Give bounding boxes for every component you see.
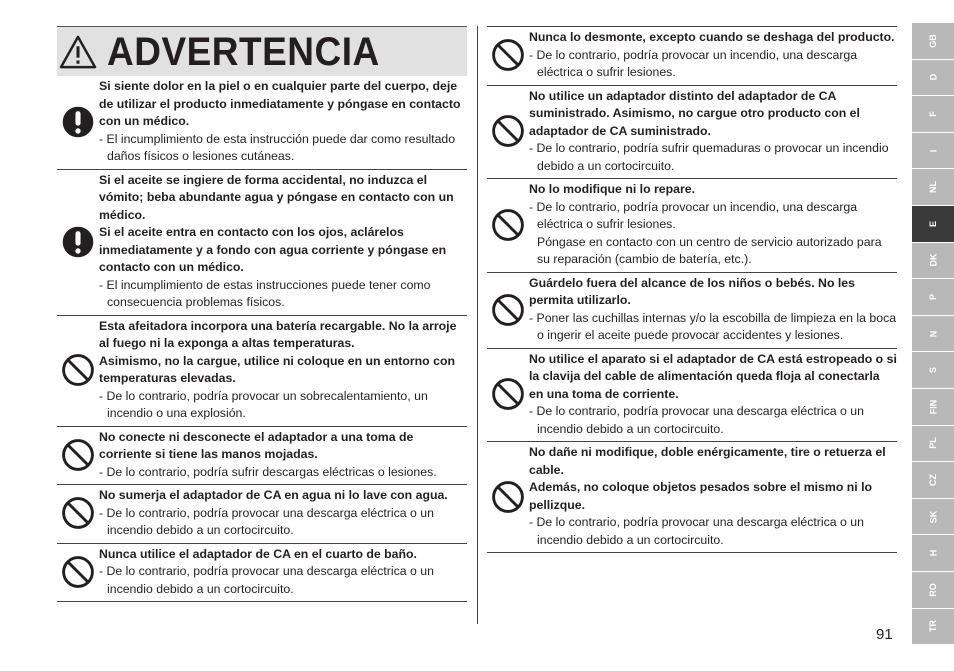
- warning-statement: No sumerja el adaptador de CA en agua ni lo lave con agua.: [99, 488, 448, 502]
- warning-statement: Además, no coloque objetos pesados sobre el mismo ni lo pellizque.: [529, 480, 873, 512]
- warning-triangle-icon: [59, 35, 97, 69]
- language-tab-bar: [912, 23, 954, 645]
- warning-item: [57, 76, 467, 170]
- language-tab-label: I: [927, 149, 938, 152]
- warning-statement: Si el aceite se ingiere de forma accidental, no induzca el vómito; beba abundante agua y póngase en contacto con un médico.: [99, 172, 454, 222]
- warning-consequence: - De lo contrario, podría provocar un incendio, una descarga eléctrica o sufrir lesiones.: [529, 47, 858, 79]
- warning-header: [57, 26, 467, 76]
- warning-item: [487, 179, 897, 273]
- language-tab-gb[interactable]: [912, 23, 954, 60]
- warning-item: [57, 485, 467, 544]
- warning-text: [529, 444, 897, 549]
- language-tab-label: N: [928, 330, 938, 337]
- right-warning-list: [487, 26, 897, 553]
- prohibition-icon: [487, 351, 529, 439]
- warning-consequence: Póngase en contacto con un centro de servicio autorizado para su reparación (cambio de batería, etc.).: [537, 234, 882, 266]
- language-tab-tr[interactable]: [912, 609, 954, 646]
- prohibition-icon: [487, 88, 529, 176]
- warning-item: [57, 427, 467, 486]
- language-tab-e[interactable]: [912, 206, 954, 243]
- prohibition-icon: [57, 487, 99, 540]
- language-tab-s[interactable]: [912, 352, 954, 389]
- left-warning-list: [57, 76, 467, 602]
- language-tab-label: PL: [927, 437, 938, 450]
- warning-statement: Si siente dolor en la piel o en cualquier parte del cuerpo, deje de utilizar el producto inmediatamente y póngase en contacto con un médico.: [99, 79, 461, 128]
- language-tab-nl[interactable]: [912, 169, 954, 206]
- page-number: 91: [876, 626, 893, 643]
- language-tab-label: TR: [928, 620, 938, 633]
- warning-consequence: - Poner las cuchillas internas y/o la escobilla de limpieza en la boca o ingerir el aceite puede provocar accidentes y lesiones.: [529, 310, 897, 342]
- warning-statement: Guárdelo fuera del alcance de los niños o bebés. No les permita utilizarlo.: [529, 275, 855, 307]
- prohibition-icon: [57, 546, 99, 599]
- language-tab-p[interactable]: [912, 279, 954, 316]
- warning-consequence: - De lo contrario, podría provocar una descarga eléctrica o un incendio debido a un cortocircuito.: [99, 505, 434, 537]
- warning-statement: Asimismo, no la cargue, utilice ni coloque en un entorno con temperaturas elevadas.: [99, 353, 455, 385]
- warning-consequence: - De lo contrario, podría sufrir quemaduras o provocar un incendio debido a un cortocircuito.: [529, 141, 889, 173]
- warning-statement: No utilice un adaptador distinto del adaptador de CA suministrado. Asimismo, no cargue otro producto con el adaptador de CA suministrado.: [529, 88, 860, 138]
- language-tab-label: NL: [928, 181, 938, 194]
- warning-text: [529, 88, 897, 176]
- language-tab-label: D: [928, 74, 938, 81]
- language-tab-label: E: [927, 220, 938, 227]
- warning-consequence: - De lo contrario, podría provocar una descarga eléctrica o un incendio debido a un cortocircuito.: [529, 404, 864, 436]
- warning-consequence: - De lo contrario, podría provocar un incendio, una descarga eléctrica o sufrir lesiones.: [529, 199, 858, 231]
- exclamation-icon: [57, 172, 99, 312]
- language-tab-n[interactable]: [912, 316, 954, 353]
- language-tab-pl[interactable]: [912, 426, 954, 463]
- warning-text: [99, 78, 467, 166]
- warning-item: [57, 316, 467, 427]
- prohibition-icon: [487, 275, 529, 345]
- warning-consequence: - De lo contrario, podría provocar un sobrecalentamiento, un incendio o una explosión.: [99, 388, 428, 420]
- language-tab-label: SK: [927, 510, 938, 523]
- prohibition-icon: [487, 29, 529, 82]
- exclamation-icon: [57, 78, 99, 166]
- language-tab-label: S: [927, 367, 938, 374]
- language-tab-cz[interactable]: [912, 462, 954, 499]
- warning-statement: No dañe ni modifique, doble enérgicamente, tire o retuerza el cable.: [529, 445, 886, 477]
- warning-consequence: - De lo contrario, podría provocar una descarga eléctrica o un incendio debido a un cortocircuito.: [99, 564, 434, 596]
- language-tab-label: GB: [928, 34, 938, 48]
- language-tab-sk[interactable]: [912, 499, 954, 536]
- warning-statement: Nunca utilice el adaptador de CA en el cuarto de baño.: [99, 546, 417, 561]
- warning-item: [487, 86, 897, 180]
- warning-text: [99, 546, 467, 599]
- prohibition-icon: [57, 318, 99, 423]
- page-title: ADVERTENCIA: [107, 28, 380, 74]
- prohibition-icon: [487, 181, 529, 269]
- column-divider: [477, 26, 478, 624]
- warning-consequence: - El incumplimiento de estas instrucciones puede tener como consecuencia problemas físicos.: [99, 277, 431, 309]
- language-tab-h[interactable]: [912, 535, 954, 572]
- warning-text: [99, 429, 467, 482]
- warning-text: [529, 181, 897, 269]
- language-tab-fin[interactable]: [912, 389, 954, 426]
- warning-item: [57, 544, 467, 603]
- language-tab-f[interactable]: [912, 96, 954, 133]
- warning-statement: No lo modifique ni lo repare.: [529, 182, 696, 196]
- language-tab-i[interactable]: [912, 133, 954, 170]
- warning-statement: Nunca lo desmonte, excepto cuando se deshaga del producto.: [529, 30, 895, 44]
- language-tab-label: H: [928, 549, 938, 557]
- warning-text: [529, 275, 897, 345]
- warning-statement: Esta afeitadora incorpora una batería recargable. No la arroje al fuego ni la exponga a altas temperaturas.: [99, 318, 457, 350]
- warning-statement: No conecte ni desconecte el adaptador a una toma de corriente si tiene las manos mojadas.: [99, 429, 414, 461]
- warning-text: [99, 487, 467, 540]
- language-tab-d[interactable]: [912, 60, 954, 97]
- language-tab-dk[interactable]: [912, 243, 954, 280]
- language-tab-label: RO: [928, 582, 938, 597]
- language-tab-ro[interactable]: [912, 572, 954, 609]
- warning-text: [99, 172, 467, 312]
- left-column: [57, 26, 467, 602]
- language-tab-label: DK: [928, 253, 938, 267]
- warning-item: [487, 349, 897, 443]
- warning-text: [529, 29, 897, 82]
- warning-consequence: - El incumplimiento de esta instrucción puede dar como resultado daños físicos o lesiones cutáneas.: [99, 131, 456, 163]
- warning-item: [57, 170, 467, 316]
- language-tab-label: P: [927, 293, 938, 300]
- language-tab-label: F: [928, 111, 938, 117]
- warning-consequence: - De lo contrario, podría sufrir descargas eléctricas o lesiones.: [99, 464, 437, 479]
- prohibition-icon: [487, 444, 529, 549]
- warning-text: [529, 351, 897, 439]
- warning-item: [487, 26, 897, 86]
- warning-item: [487, 442, 897, 553]
- prohibition-icon: [57, 429, 99, 482]
- warning-statement: No utilice el aparato si el adaptador de CA está estropeado o si la clavija del cable de alimentación queda floja al conectarla en una toma de corriente.: [529, 351, 897, 401]
- warning-statement: Si el aceite entra en contacto con los ojos, aclárelos inmediatamente y a fondo con agua corriente y póngase en contacto con un médico.: [99, 225, 447, 274]
- warning-item: [487, 273, 897, 349]
- warning-text: [99, 318, 467, 423]
- language-tab-label: FIN: [928, 399, 938, 414]
- right-column: [487, 26, 897, 553]
- warning-consequence: - De lo contrario, podría provocar una descarga eléctrica o un incendio debido a un cortocircuito.: [529, 515, 864, 547]
- language-tab-label: CZ: [928, 473, 938, 486]
